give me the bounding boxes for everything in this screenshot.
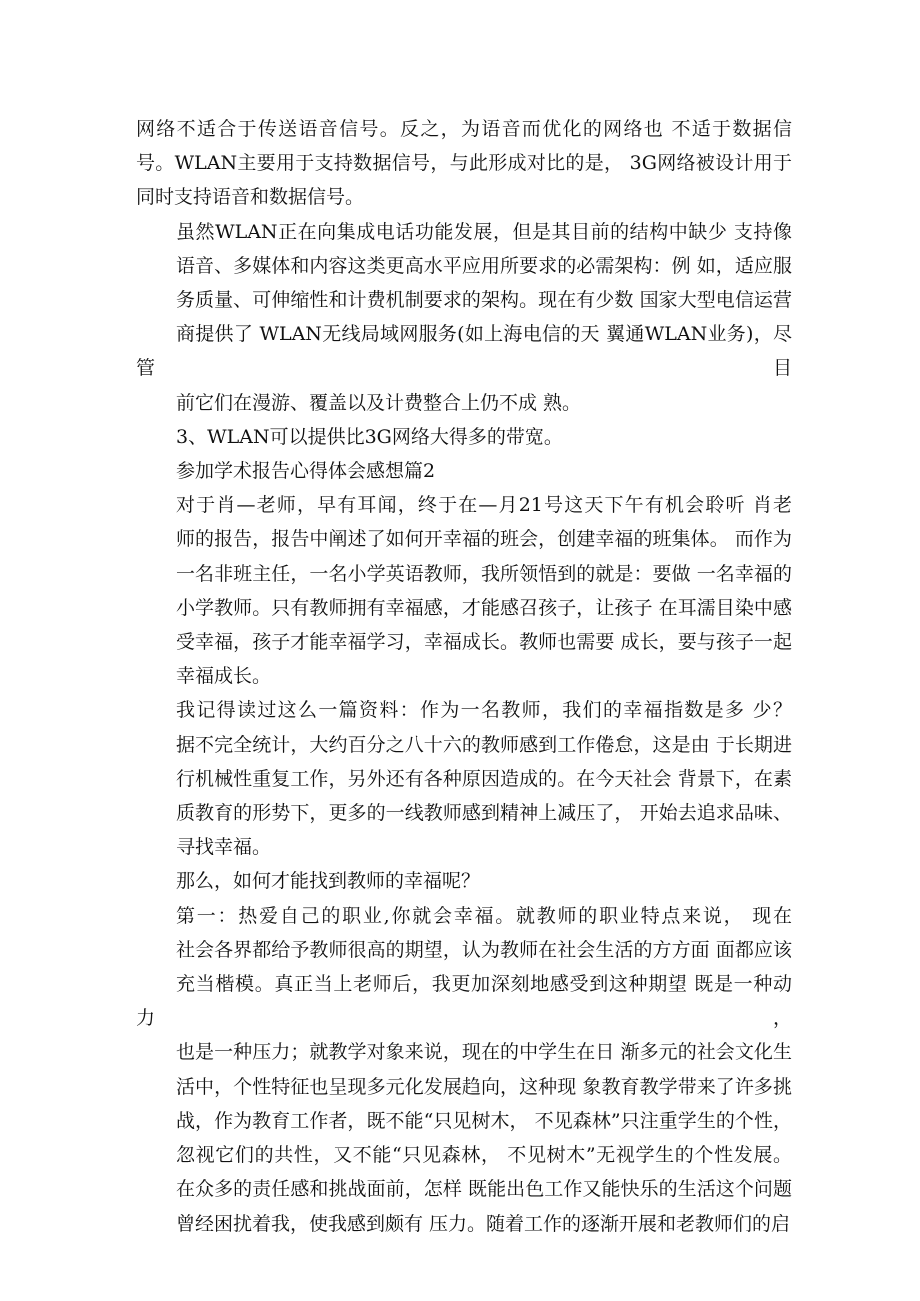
text-line: 商提供了 WLAN无线局域网服务(如上海电信的天 翼通WLAN业务)，尽管目: [136, 323, 792, 380]
text-line: 也是一种压力；就教学对象来说，现在的中学生在日 渐多元的社会文化生: [176, 1041, 792, 1064]
text-line: 我记得读过这么一篇资料：作为一名教师，我们的幸福指数是多 少？: [176, 699, 792, 722]
text-line: 充当楷模。真正当上老师后，我更加深刻地感受到这种期望 既是一种动力，: [136, 973, 792, 1030]
paragraph: [136, 454, 792, 488]
text-line: 一名非班主任，一名小学英语教师，我所领悟到的就是：要做 一名幸福的: [176, 562, 792, 585]
text-line: 虽然WLAN正在向集成电话功能发展，但是其目前的结构中缺少 支持像: [176, 220, 792, 243]
text-line: 在众多的责任感和挑战面前，怎样 既能出色工作又能快乐的生活这个问题: [176, 1178, 792, 1201]
text-line: 行机械性重复工作，另外还有各种原因造成的。在今天社会 背景下，在素: [176, 767, 792, 790]
text-line: 3、WLAN可以提供比3G网络大得多的带宽。: [176, 425, 563, 448]
text-line: 质教育的形势下，更多的一线教师感到精神上减压了， 开始去追求品味、: [176, 802, 792, 825]
paragraph: [136, 899, 792, 1241]
text-line: 活中，个性特征也呈现多元化发展趋向，这种现 象教育教学带来了许多挑: [176, 1075, 792, 1098]
text-line: 前它们在漫游、覆盖以及计费整合上仍不成 熟。: [176, 391, 582, 414]
paragraph: [136, 420, 792, 454]
text-line: 据不完全统计，大约百分之八十六的教师感到工作倦怠，这是由 于长期进: [176, 733, 792, 756]
text-line: 号。WLAN主要用于支持数据信号，与此形成对比的是， 3G网络被设计用于: [136, 152, 792, 175]
text-line: 参加学术报告心得体会感想篇2: [176, 460, 436, 483]
text-line: 师的报告，报告中阐述了如何开幸福的班会，创建幸福的班集体。 而作为: [176, 528, 792, 551]
text-line: 语音、多媒体和内容这类更高水平应用所要求的必需架构：例 如，适应服: [176, 254, 792, 277]
text-line: 战，作为教育工作者，既不能“只见树木， 不见森林”只注重学生的个性，: [176, 1109, 792, 1132]
text-line: 网络不适合于传送语音信号。反之，为语音而优化的网络也 不适于数据信: [136, 118, 792, 140]
text-line: 忽视它们的共性，又不能“只见森林， 不见树木”无视学生的个性发展。: [176, 1144, 792, 1167]
text-line: 曾经困扰着我，使我感到颇有 压力。随着工作的逐渐开展和老教师们的启: [176, 1212, 791, 1235]
text-line: 同时支持语音和数据信号。: [136, 186, 365, 209]
text-line: 幸福成长。: [176, 665, 272, 688]
text-line: 小学教师。只有教师拥有幸福感，才能感召孩子，让孩子 在耳濡目染中感: [176, 596, 792, 619]
paragraph: [136, 864, 792, 898]
text-line: 社会各界都给予教师很高的期望，认为教师在社会生活的方方面 面都应该: [176, 938, 792, 961]
paragraph: [136, 215, 792, 420]
text-line: 第一：热爱自己的职业,你就会幸福。就教师的职业特点来说， 现在: [176, 904, 792, 927]
text-line: 受幸福，孩子才能幸福学习，幸福成长。教师也需要 成长，要与孩子一起: [176, 631, 792, 654]
paragraph: [136, 112, 792, 215]
paragraph: [136, 488, 792, 693]
document-body: [136, 112, 792, 1241]
text-line: 寻找幸福。: [176, 836, 272, 859]
text-line: 务质量、可伸缩性和计费机制要求的架构。现在有少数 国家大型电信运营: [176, 289, 792, 312]
text-line: 那么，如何才能找到教师的幸福呢？: [176, 870, 481, 893]
paragraph: [136, 693, 792, 864]
text-line: 对于肖—老师，早有耳闻，终于在—月21号这天下午有机会聆听 肖老: [176, 494, 792, 517]
